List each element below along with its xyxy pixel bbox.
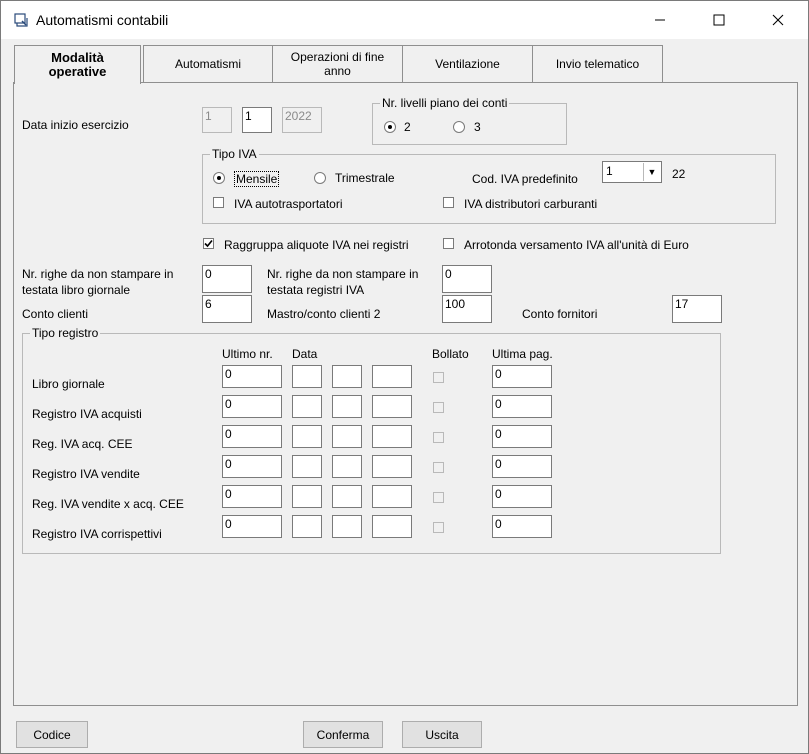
registro-row-label: Registro IVA acquisti [32, 407, 142, 421]
registro-bollato-checkbox[interactable] [433, 432, 444, 443]
tab-label: Modalità operative [48, 50, 107, 79]
tab-label: Invio telematico [555, 57, 640, 71]
registro-data-year-field[interactable] [372, 425, 412, 448]
header-ultima-pag: Ultima pag. [492, 347, 553, 361]
data-inizio-year-field[interactable]: 2022 [282, 107, 322, 133]
registro-data-month-field[interactable] [332, 395, 362, 418]
tipo-iva-group [202, 154, 776, 224]
title-bar [1, 1, 808, 39]
livelli-group-title: Nr. livelli piano dei conti [382, 96, 508, 110]
window-title: Automatismi contabili [36, 12, 169, 28]
cod-iva-value: 1 [606, 164, 613, 178]
registro-ultima-pag-field[interactable]: 0 [492, 425, 552, 448]
uscita-button-label: Uscita [425, 727, 459, 742]
conto-fornitori-field[interactable]: 17 [672, 295, 722, 323]
arrotonda-label: Arrotonda versamento IVA all'unità di Euro [464, 238, 689, 252]
raggruppa-label: Raggruppa aliquote IVA nei registri [224, 238, 409, 252]
registro-ultima-pag-field[interactable]: 0 [492, 365, 552, 388]
mensile-label: Mensile [236, 172, 278, 186]
registro-data-day-field[interactable] [292, 485, 322, 508]
cod-iva-select[interactable] [602, 161, 662, 183]
minimize-button[interactable] [630, 1, 690, 39]
registro-ultimo-nr-field[interactable]: 0 [222, 485, 282, 508]
registro-data-month-field[interactable] [332, 455, 362, 478]
header-data: Data [292, 347, 318, 361]
autotrasportatori-label: IVA autotrasportatori [234, 197, 343, 211]
conto-clienti-field[interactable]: 6 [202, 295, 252, 323]
registro-data-day-field[interactable] [292, 395, 322, 418]
registro-data-year-field[interactable] [372, 485, 412, 508]
registro-row-label: Reg. IVA acq. CEE [32, 437, 133, 451]
tab-label: Ventilazione [435, 57, 500, 71]
tab-label: Automatismi [174, 57, 242, 71]
registro-ultima-pag-field[interactable]: 0 [492, 515, 552, 538]
distributori-checkbox[interactable] [443, 197, 454, 208]
livelli-radio-2-label: 2 [404, 120, 411, 134]
data-inizio-label: Data inizio esercizio [22, 118, 129, 132]
close-icon [772, 14, 784, 26]
registro-row-label: Reg. IVA vendite x acq. CEE [32, 497, 184, 511]
tab-ventilazione[interactable] [402, 45, 533, 82]
minimize-icon [654, 14, 666, 26]
registro-bollato-checkbox[interactable] [433, 492, 444, 503]
registro-ultimo-nr-field[interactable]: 0 [222, 515, 282, 538]
tab-modalita-operative[interactable] [14, 45, 141, 84]
registro-data-day-field[interactable] [292, 365, 322, 388]
registro-row-label: Registro IVA corrispettivi [32, 527, 162, 541]
registro-data-year-field[interactable] [372, 515, 412, 538]
registro-bollato-checkbox[interactable] [433, 372, 444, 383]
conto-clienti-label: Conto clienti [22, 307, 89, 321]
maximize-icon [713, 14, 725, 26]
mensile-radio[interactable] [213, 172, 225, 184]
registro-data-month-field[interactable] [332, 485, 362, 508]
registro-row-label: Registro IVA vendite [32, 467, 140, 481]
data-inizio-day-field[interactable]: 1 [202, 107, 232, 133]
registro-data-month-field[interactable] [332, 425, 362, 448]
livelli-radio-2[interactable] [384, 121, 396, 133]
codice-button[interactable] [16, 721, 88, 748]
registro-data-day-field[interactable] [292, 515, 322, 538]
conferma-button[interactable] [303, 721, 383, 748]
registro-ultima-pag-field[interactable]: 0 [492, 455, 552, 478]
app-icon [13, 12, 29, 28]
livelli-radio-3[interactable] [453, 121, 465, 133]
registro-ultimo-nr-field[interactable]: 0 [222, 395, 282, 418]
distributori-label: IVA distributori carburanti [464, 197, 598, 211]
trimestrale-label: Trimestrale [335, 171, 395, 185]
trimestrale-radio[interactable] [314, 172, 326, 184]
registro-bollato-checkbox[interactable] [433, 402, 444, 413]
tipo-registro-title: Tipo registro [32, 326, 99, 340]
tab-label: Operazioni di fine anno [290, 50, 385, 78]
tab-operazioni-fine-anno[interactable] [272, 45, 403, 82]
tab-invio-telematico[interactable] [532, 45, 663, 82]
righe-giornale-field[interactable]: 0 [202, 265, 252, 293]
livelli-radio-3-label: 3 [474, 120, 481, 134]
close-button[interactable] [748, 1, 808, 39]
registro-data-day-field[interactable] [292, 455, 322, 478]
registro-data-month-field[interactable] [332, 365, 362, 388]
data-inizio-month-field[interactable]: 1 [242, 107, 272, 133]
righe-iva-label-1: Nr. righe da non stampare in [267, 267, 419, 281]
maximize-button[interactable] [689, 1, 749, 39]
arrotonda-checkbox[interactable] [443, 238, 454, 249]
righe-iva-field[interactable]: 0 [442, 265, 492, 293]
cod-iva-label: Cod. IVA predefinito [472, 172, 578, 186]
checkmark-icon [204, 239, 213, 248]
registro-bollato-checkbox[interactable] [433, 522, 444, 533]
registro-ultima-pag-field[interactable]: 0 [492, 395, 552, 418]
registro-bollato-checkbox[interactable] [433, 462, 444, 473]
mastro-clienti-label: Mastro/conto clienti 2 [267, 307, 381, 321]
conferma-button-label: Conferma [316, 727, 370, 742]
header-bollato: Bollato [432, 347, 469, 361]
righe-iva-label-2: testata registri IVA [267, 283, 365, 297]
tipo-iva-title: Tipo IVA [212, 147, 257, 161]
conto-fornitori-label: Conto fornitori [522, 307, 598, 321]
tab-automatismi[interactable] [143, 45, 273, 82]
header-ultimo-nr: Ultimo nr. [222, 347, 273, 361]
righe-giornale-label-1: Nr. righe da non stampare in [22, 267, 174, 281]
chevron-down-icon[interactable]: ▼ [643, 163, 660, 181]
registro-data-day-field[interactable] [292, 425, 322, 448]
registro-data-month-field[interactable] [332, 515, 362, 538]
righe-giornale-label-2: testata libro giornale [22, 283, 131, 297]
registro-ultimo-nr-field[interactable]: 0 [222, 365, 282, 388]
raggruppa-checkbox[interactable] [203, 238, 214, 249]
autotrasportatori-checkbox[interactable] [213, 197, 224, 208]
registro-data-year-field[interactable] [372, 455, 412, 478]
uscita-button[interactable] [402, 721, 482, 748]
registro-ultima-pag-field[interactable]: 0 [492, 485, 552, 508]
mastro-clienti-field[interactable]: 100 [442, 295, 492, 323]
registro-data-year-field[interactable] [372, 395, 412, 418]
registro-data-year-field[interactable] [372, 365, 412, 388]
registro-ultimo-nr-field[interactable]: 0 [222, 455, 282, 478]
registro-row-label: Libro giornale [32, 377, 105, 391]
codice-button-label: Codice [33, 727, 71, 742]
registro-ultimo-nr-field[interactable]: 0 [222, 425, 282, 448]
cod-iva-description: 22 [672, 167, 686, 181]
